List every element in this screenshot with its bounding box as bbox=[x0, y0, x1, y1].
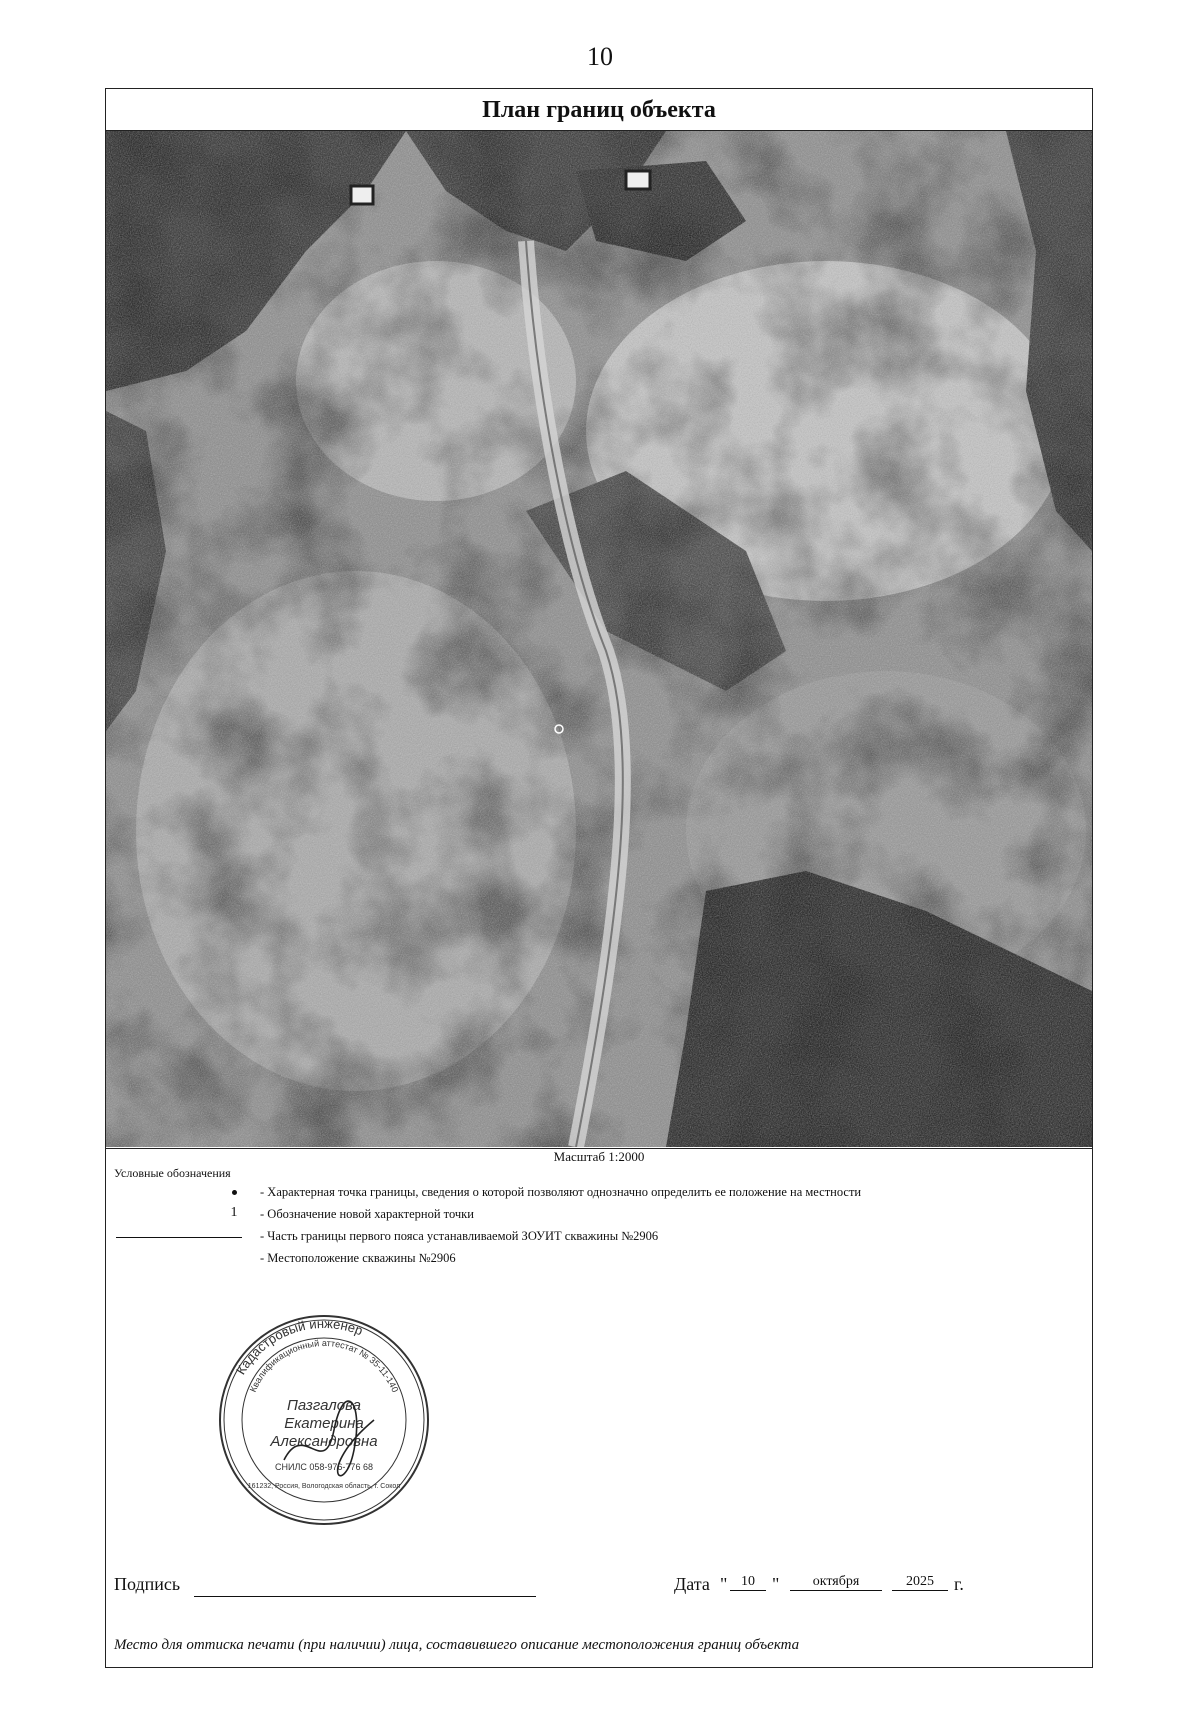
date-year: 2025 bbox=[892, 1574, 948, 1591]
legend-title: Условные обозначения bbox=[114, 1166, 231, 1180]
satellite-map bbox=[106, 131, 1092, 1149]
page-number: 10 bbox=[587, 42, 613, 71]
stamp-name-1: Пазгалова bbox=[287, 1397, 361, 1414]
stamp-outer-text: Кадастровый инженер bbox=[233, 1315, 366, 1378]
satellite-image bbox=[106, 131, 1092, 1147]
legend-item-zone-boundary: - Часть границы первого пояса устанавливаемой ЗОУИТ скважины №2906 bbox=[114, 1227, 1074, 1247]
number-symbol: 1 bbox=[230, 1205, 238, 1220]
line-symbol bbox=[116, 1237, 242, 1238]
stamp-snils: СНИЛС 058-976-776 68 bbox=[275, 1462, 373, 1472]
stamp-address: 161232, Россия, Вологодская область, г. Сокол bbox=[247, 1483, 401, 1490]
signature-line bbox=[194, 1596, 536, 1597]
date-label: Дата bbox=[674, 1574, 710, 1594]
date-month: октября bbox=[790, 1574, 882, 1591]
date-day: 10 bbox=[730, 1574, 766, 1591]
legend-item-boundary-point: - Характерная точка границы, сведения о которой позволяют однозначно определить ее положение на местности bbox=[114, 1183, 1074, 1203]
legend-item-new-point: 1 - Обозначение новой характерной точки bbox=[114, 1205, 1074, 1225]
map-scale: Масштаб 1:2000 bbox=[553, 1149, 645, 1164]
legend-item-well-location: - Местоположение скважины №2906 bbox=[260, 1251, 456, 1265]
plan-title: План границ объекта bbox=[106, 89, 1092, 131]
date-year-suffix: г. bbox=[954, 1574, 964, 1594]
signature-row: Подпись Дата " 10 " октября 2025 г. bbox=[114, 1574, 1074, 1614]
stamp-name-2: Екатерина bbox=[284, 1415, 364, 1432]
stamp-name-3: Александровна bbox=[270, 1433, 378, 1450]
signature-label: Подпись bbox=[114, 1574, 181, 1594]
dot-symbol bbox=[232, 1190, 237, 1195]
engineer-stamp bbox=[214, 1310, 434, 1530]
stamp-place-note: Место для оттиска печати (при наличии) лица, составившего описание местоположения границ объекта bbox=[114, 1637, 800, 1653]
stamp-seal bbox=[214, 1310, 434, 1530]
stamp-inner-text: Квалификационный аттестат № 35-11-140 bbox=[247, 1337, 401, 1394]
